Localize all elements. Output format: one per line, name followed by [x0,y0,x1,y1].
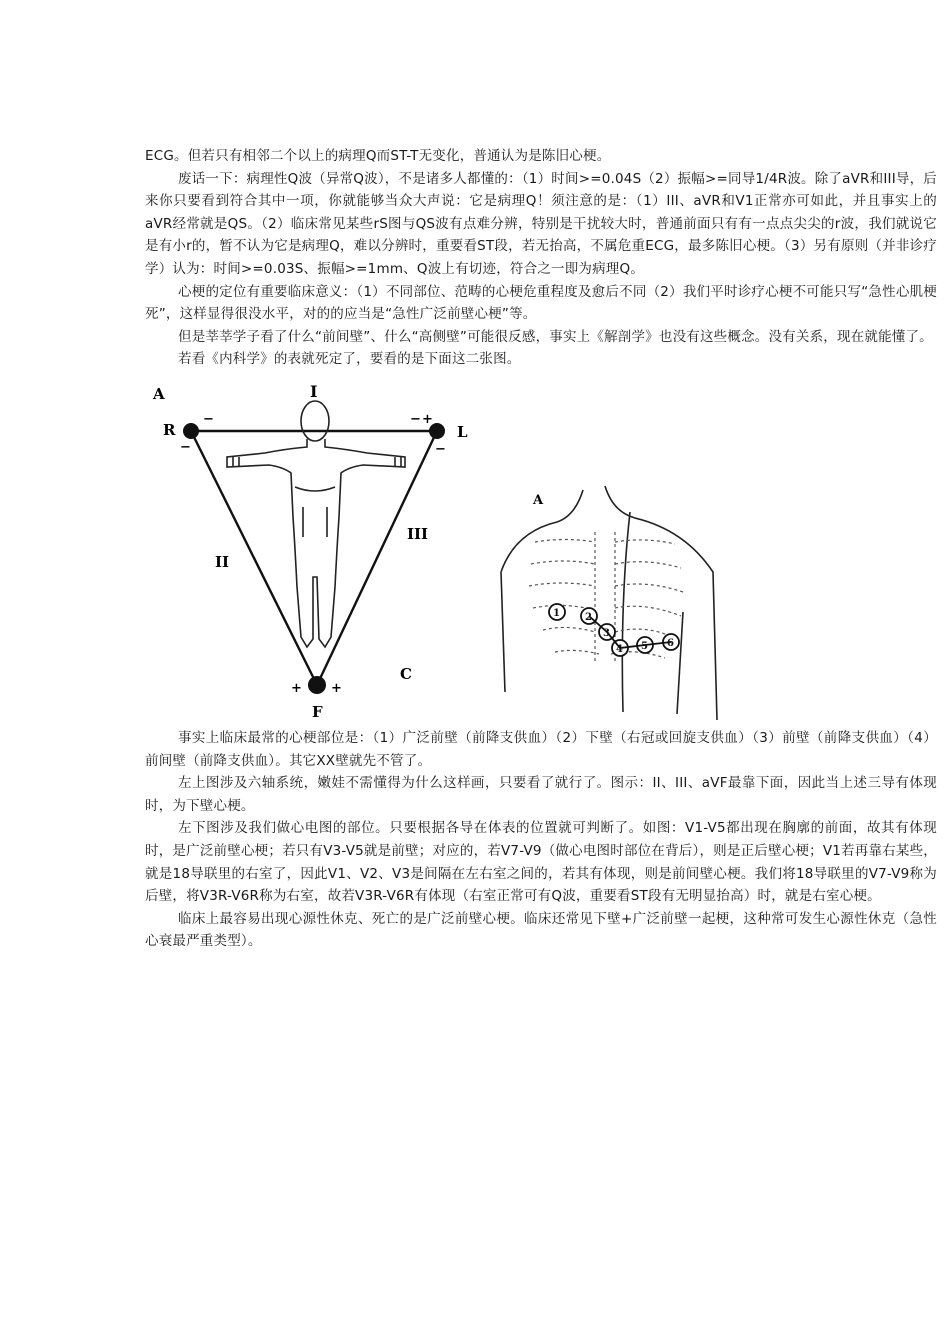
document-page [145,145,937,953]
label-lead-three: III [407,524,429,543]
electrode-f [308,676,326,694]
electrode-v6-label: 6 [667,637,674,649]
electrode-v2-label: 2 [585,611,592,623]
label-lead-one: I [310,381,318,401]
chest-electrodes [549,604,679,656]
paragraph-anatomy-note: 但是莘莘学子看了什么“前间壁”、什么“高侧壁”可能很反感，事实上《解剖学》也没有这些概念。没有关系，现在就能懂了。 [178,328,933,345]
svg-text:−: − [410,411,421,427]
figure-area [145,377,937,725]
svg-text:−: − [180,439,191,455]
torso-outline [501,486,717,720]
paragraph-two-figures: 若看《内科学》的表就死定了，要看的是下面这二张图。 [178,351,521,368]
svg-text:+: + [291,680,302,696]
label-l: L [457,422,468,441]
paragraph-lead-positions: 左下图涉及我们做心电图的部位。只要根据各导在体表的位置就可判断了。如图：V1-V5都出现在胸廓的前面，故其有体现时，是广泛前壁心梗；若只有V3-V5就是前壁；对应的，若V7-V9（做心电图时部位在背后），则是正后壁心梗；V1若再靠右某些，就是18导联里的右室了，因此V1、V2、V3是间隔在左右室之间的，若其有体现，则是前间壁心梗。我们将18导联里的V7-V9称为后壁，将V3R-V6R称为右室，故若V3R-V6R有体现（右室正常可有Q波，重要看ST段有无明显抬高）时，就是右室心梗。 [145,820,937,905]
paragraph-hexaxial: 左上图涉及六轴系统，嫩娃不需懂得为什么这样画，只要看了就行了。图示：II、III、aVF最靠下面，因此当上述三导有体现时，为下壁心梗。 [145,775,937,814]
label-c: C [400,664,412,683]
electrode-r [183,423,199,439]
electrode-v3-label: 3 [603,627,610,639]
label-lead-two: II [215,552,230,571]
svg-text:−: − [435,441,446,457]
label-r: R [163,420,176,439]
paragraph-cardiogenic-shock: 临床上最容易出现心源性休克、死亡的是广泛前壁心梗。临床还常见下壁+广泛前壁一起梗，这种常可发生心源性休克（急性心衰最严重类型）。 [145,910,937,950]
human-figure [227,401,405,647]
label-a: A [153,384,165,403]
chest-lead-figure [495,482,735,720]
electrode-v5-label: 5 [641,640,648,652]
paragraph-ecg-old-mi: ECG。但若只有相邻二个以上的病理Q而ST-T无变化，普通认为是陈旧心梗。 [145,148,611,164]
electrode-v1-label: 1 [553,607,560,619]
paragraph-common-sites: 事实上临床最常的心梗部位是：（1）广泛前壁（前降支供血）（2）下壁（右冠或回旋支供血）（3）前壁（前降支供血）（4）前间壁（前降支供血）。其它XX壁就先不管了。 [145,729,937,769]
paragraph-mi-localization: 心梗的定位有重要临床意义：（1）不同部位、范畴的心梗危重程度及愈后不同（2）我们平时诊疗心梗不可能只写“急性心肌梗死”，这样显得很没水平，对的的应当是“急性广泛前壁心梗”等。 [145,283,937,323]
label-chest-a: A [533,492,544,508]
einthoven-triangle-figure [145,377,475,722]
paragraph-pathologic-q: 废话一下：病理性Q波（异常Q波），不是诸多人都懂的：（1）时间>=0.04S（2）振幅>=同导1/4R波。除了aVR和III导，后来你只要看到符合其中一项，你就能够当众大声说：它是病理Q！须注意的是：（1）III、aVR和V1正常亦可如此，并且事实上的aVR经常就是QS。（2）临床常见某些rS图与QS波有点难分辨，特别是干扰较大时，普通前面只有有一点点尖尖的r波，我们就说它是有小r的，暂不认为它是病理Q，难以分辨时，重要看ST段，若无抬高，不属危重ECG，最多陈旧心梗。（3）另有原则（并非诊疗学）认为：时间>=0.03S、振幅>=1mm、Q波上有切迹，符合之一即为病理Q。 [145,170,937,277]
electrode-v4-label: 4 [616,643,623,655]
svg-text:−: − [203,411,214,427]
svg-text:+: + [422,411,433,427]
svg-text:+: + [331,680,342,696]
label-f: F [312,702,323,721]
